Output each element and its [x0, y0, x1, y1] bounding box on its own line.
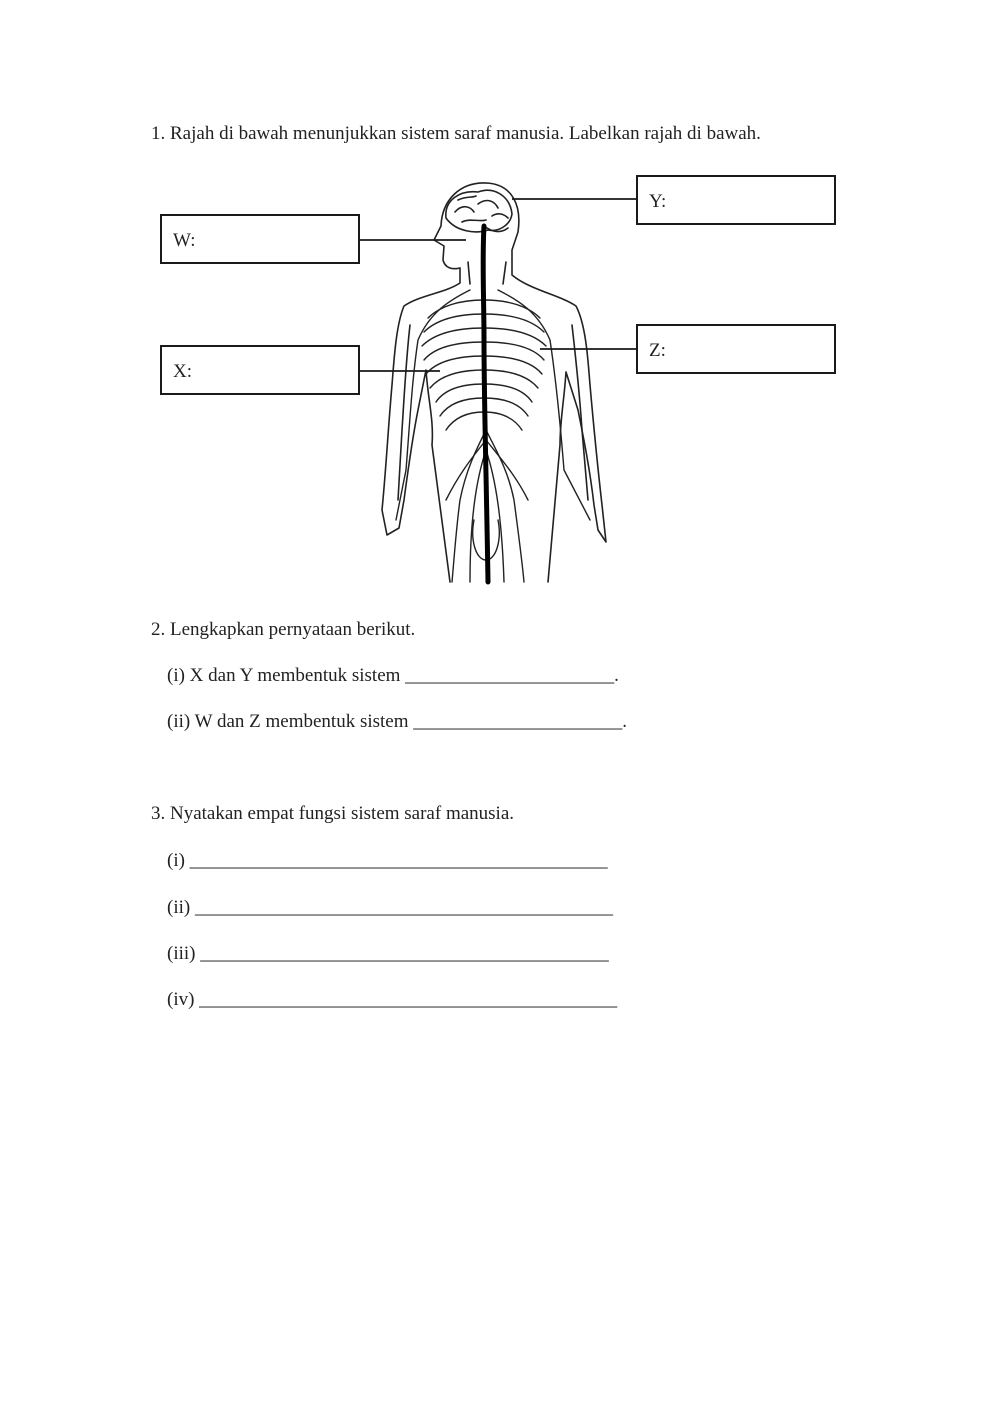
peripheral-nerves: [396, 290, 590, 582]
label-box-w[interactable]: [160, 214, 360, 264]
spinal-cord-line: [483, 226, 488, 582]
question-2-item-ii[interactable]: (ii) W dan Z membentuk sistem ______________________.: [167, 711, 628, 732]
label-x-text: X:: [173, 361, 192, 382]
question-3-item-iii[interactable]: (iii) ___________________________________________: [167, 943, 609, 964]
label-box-z[interactable]: [636, 324, 836, 374]
question-3-text: 3. Nyatakan empat fungsi sistem saraf manusia.: [151, 803, 515, 824]
nervous-system-diagram: [0, 0, 1000, 600]
label-box-x[interactable]: [160, 345, 360, 395]
question-3-item-iv[interactable]: (iv) ____________________________________________: [167, 989, 618, 1010]
body-outline: [382, 183, 606, 582]
question-3-item-i[interactable]: (i) ____________________________________________: [167, 850, 608, 871]
label-w-text: W:: [173, 230, 196, 251]
question-3-item-ii[interactable]: (ii) ____________________________________________: [167, 897, 613, 918]
label-box-y[interactable]: [636, 175, 836, 225]
leader-lines: [359, 199, 636, 371]
label-z-text: Z:: [649, 340, 666, 361]
question-1-text: 1. Rajah di bawah menunjukkan sistem saraf manusia. Labelkan rajah di bawah.: [151, 123, 761, 144]
label-y-text: Y:: [649, 191, 667, 212]
question-2-item-i[interactable]: (i) X dan Y membentuk sistem ______________________.: [167, 665, 619, 686]
question-2-text: 2. Lengkapkan pernyataan berikut.: [151, 619, 416, 640]
